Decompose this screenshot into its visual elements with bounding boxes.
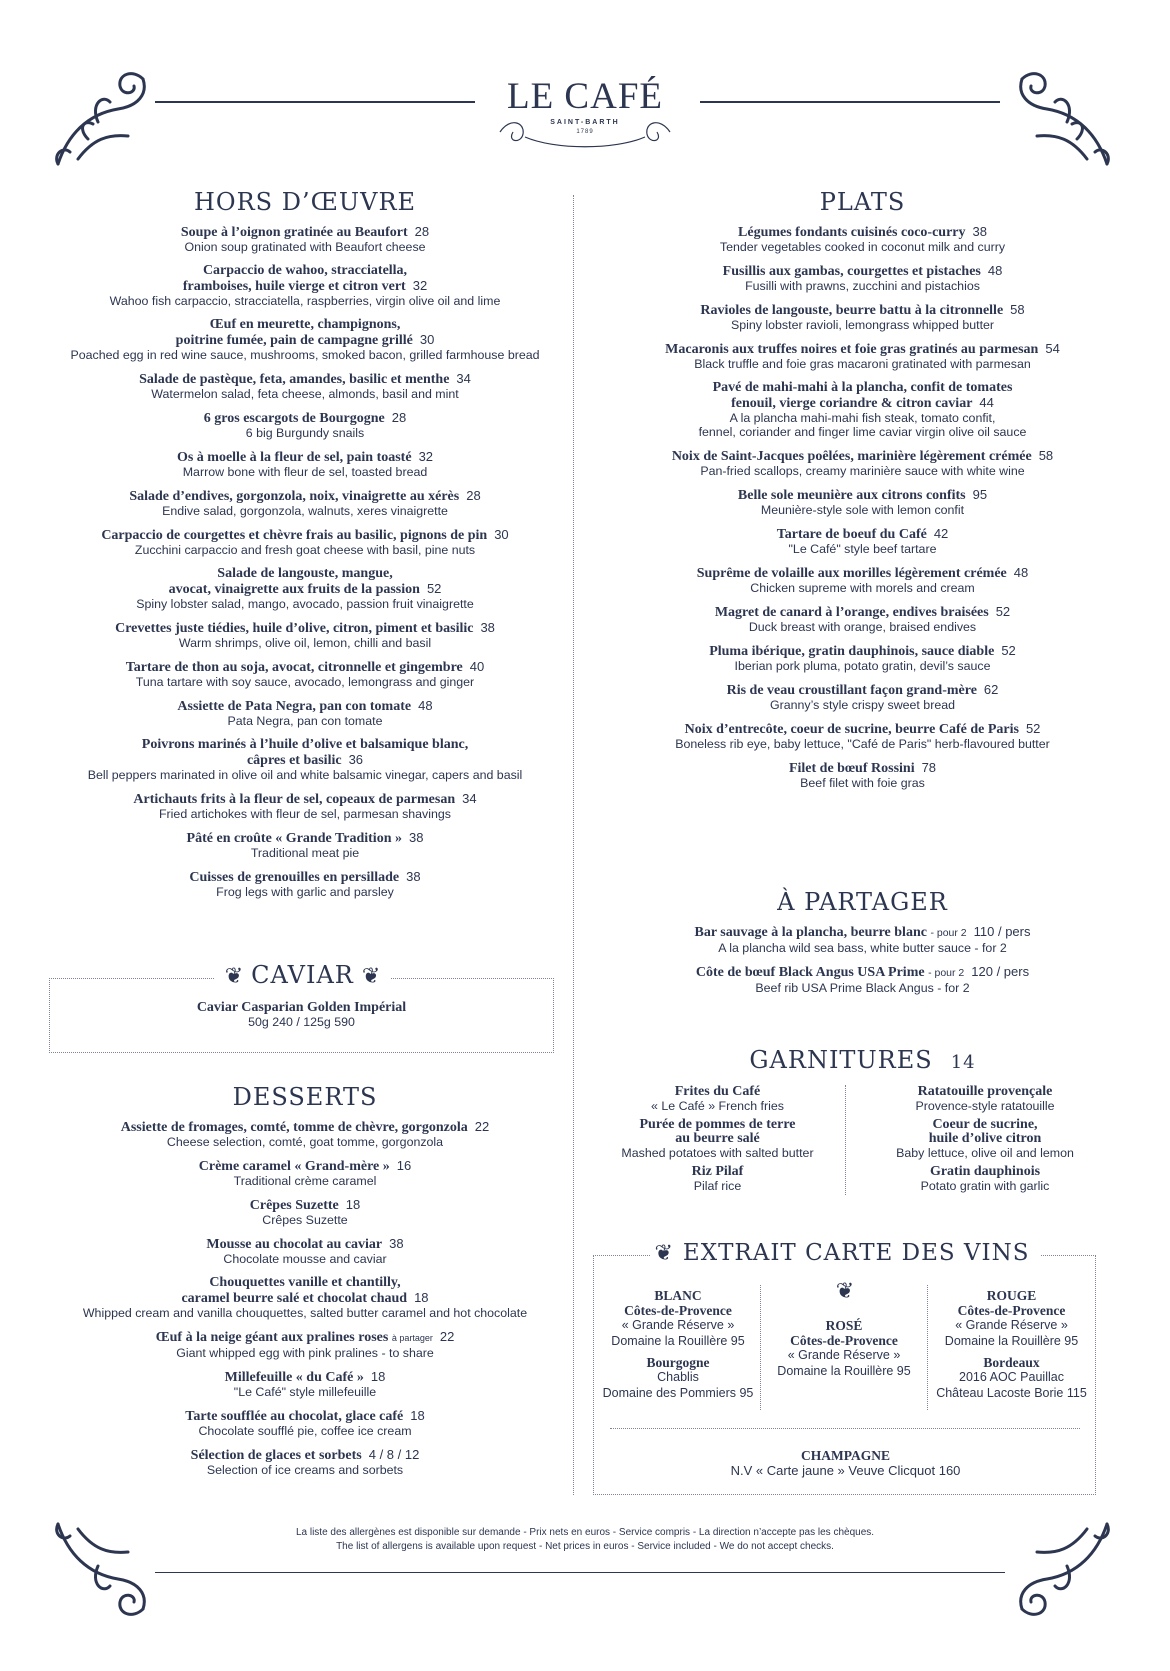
menu-item-description: Watermelon salad, feta cheese, almonds, basil and mint [151, 387, 459, 401]
menu-item-description: Zucchini carpaccio and fresh goat cheese with basil, pine nuts [134, 543, 476, 557]
menu-item-price: 95 [972, 487, 988, 502]
menu-item-description: Whipped cream and vanilla chouquettes, salted butter caramel and hot chocolate [82, 1306, 528, 1320]
menu-item-description: Duck breast with orange, braised endives [748, 620, 977, 634]
footer-rule-left [155, 1572, 1005, 1573]
menu-item-price: 36 [348, 752, 364, 767]
menu-item-title: Magret de canard à l’orange, endives braisées [714, 605, 989, 620]
menu-item [40, 488, 570, 518]
menu-item-name [590, 760, 1135, 776]
menu-item-title: Œuf à la neige géant aux pralines roses [155, 1330, 389, 1345]
flourish-ornament-top-right [1005, 64, 1117, 176]
menu-item [40, 1158, 570, 1188]
menu-item-name [40, 791, 570, 807]
menu-item-title: Bar sauvage à la plancha, beurre blanc [694, 925, 927, 940]
menu-item-title: Salade de langouste, mangue, avocat, vinaigrette aux fruits de la passion [168, 566, 420, 597]
wine-rouge-b-sub: 2016 AOC Pauillac [959, 1370, 1064, 1384]
menu-item [40, 527, 570, 557]
menu-item-description: Traditional meat pie [250, 846, 360, 860]
menu-item-description: Tuna tartare with soy sauce, avocado, lemongrass and ginger [135, 675, 475, 689]
side-dish-name: Purée de pommes de terre au beurre salé [639, 1117, 796, 1146]
menu-item [590, 760, 1135, 790]
menu-item-title: Carpaccio de courgettes et chèvre frais au basilic, pignons de pin [101, 528, 488, 543]
menu-item-name [40, 488, 570, 504]
menu-item-title: Assiette de Pata Negra, pan con tomate [177, 699, 412, 714]
menu-item-note: à partager [391, 1333, 433, 1343]
menu-item-price: 48 [987, 263, 1003, 278]
wine-rose-head: ROSÉ [825, 1318, 863, 1333]
menu-item-description: Spiny lobster salad, mango, avocado, passion fruit vinaigrette [136, 597, 474, 611]
hors-doeuvre-list [40, 224, 570, 899]
menu-item-price: 22 [439, 1329, 455, 1344]
menu-item [40, 1369, 570, 1399]
menu-item-price: 18 [414, 1290, 429, 1305]
menu-item-description: Fusilli with prawns, zucchini and pistachios [745, 279, 980, 293]
menu-item-name [40, 659, 570, 675]
menu-item-description: Beef filet with foie gras [800, 776, 925, 790]
menu-item-name [40, 620, 570, 636]
menu-item-description: Iberian pork pluma, potato gratin, devil’s sauce [734, 659, 991, 673]
menu-item-name [40, 317, 570, 348]
wine-rose-a-title: Côtes-de-Provence [790, 1333, 898, 1348]
wine-rouge-b-title: Bordeaux [983, 1355, 1040, 1370]
menu-item-title: Fusillis aux gambas, courgettes et pistaches [722, 264, 981, 279]
menu-item-portion: - pour 2 [930, 927, 967, 939]
wine-rouge-a-sub: « Grande Réserve » [955, 1318, 1068, 1332]
menu-item-name [40, 566, 570, 597]
menu-item [40, 371, 570, 401]
menu-item-name [40, 1408, 570, 1424]
menu-item-price: 54 [1045, 341, 1060, 356]
menu-item-title: Ravioles de langouste, beurre battu à la citronnelle [700, 303, 1004, 318]
menu-item [40, 566, 570, 611]
menu-item [40, 737, 570, 782]
menu-item [40, 1329, 570, 1360]
menu-item-title: Suprême de volaille aux morilles légèrement crémée [696, 566, 1007, 581]
menu-item-name [590, 604, 1135, 620]
side-dish-description: « Le Café » French fries [651, 1099, 784, 1113]
menu-item-price: 18 [410, 1408, 425, 1423]
plats-section [590, 188, 1135, 799]
menu-item-title: Chouquettes vanille et chantilly, caramel beurre salé et chocolat chaud [181, 1275, 408, 1306]
menu-item-title: Os à moelle à la fleur de sel, pain toasté [176, 450, 412, 465]
menu-item [40, 449, 570, 479]
menu-item-title: Tartare de thon au soja, avocat, citronnelle et gingembre [125, 660, 463, 675]
menu-item-name [40, 527, 570, 543]
side-dish-description: Potato gratin with garlic [920, 1179, 1050, 1193]
menu-item-description: Tender vegetables cooked in coconut milk and curry [719, 240, 1006, 254]
menu-item [590, 380, 1135, 439]
menu-item-title: Mousse au chocolat au caviar [206, 1237, 383, 1252]
menu-item-title: Belle sole meunière aux citrons confits [737, 488, 966, 503]
menu-item [40, 830, 570, 860]
menu-item-price: 18 [345, 1197, 361, 1212]
caviar-title-wrap [215, 960, 390, 994]
menu-item-price: 62 [983, 682, 999, 697]
menu-item-description: "Le Café" style millefeuille [233, 1385, 377, 1399]
menu-item [40, 263, 570, 308]
menu-item-description: "Le Café" style beef tartare [788, 542, 937, 556]
menu-item-description: Traditional crème caramel [233, 1174, 377, 1188]
side-dish-item [600, 1085, 835, 1113]
caviar-item-price: 50g 240 / 125g 590 [248, 1015, 355, 1029]
plats-list [590, 224, 1135, 790]
side-dish-name: Gratin dauphinois [929, 1164, 1041, 1179]
menu-item-title: Tartare de boeuf du Café [776, 527, 927, 542]
garnitures-left [600, 1085, 835, 1198]
menu-item-description: Spiny lobster ravioli, lemongrass whipped butter [730, 318, 995, 332]
menu-item-name [40, 1329, 570, 1346]
menu-item-name [590, 565, 1135, 581]
menu-item-name [40, 1158, 570, 1174]
wine-blanc-a-title: Côtes-de-Provence [624, 1303, 732, 1318]
menu-item [590, 682, 1135, 712]
menu-item-title: Ris de veau croustillant façon grand-mère [726, 683, 977, 698]
wine-blanc-a-sub: « Grande Réserve » [621, 1318, 735, 1332]
menu-item-price: 40 [469, 659, 485, 674]
menu-item-description: Pan-fried scallops, creamy marinière sauce with white wine [700, 464, 1025, 478]
menu-item-title: Poivrons marinés à l’huile d’olive et balsamique blanc, câpres et basilic [141, 737, 469, 768]
footer-note-en: The list of allergens is available upon request - Net prices in euros - Service included - We do not accept checks. [336, 1541, 834, 1552]
menu-item-price: 18 [370, 1369, 386, 1384]
menu-item-price: 28 [391, 410, 407, 425]
menu-item-description: Marrow bone with fleur de sel, toasted bread [182, 465, 428, 479]
menu-item-title: Salade de pastèque, feta, amandes, basilic et menthe [139, 372, 450, 387]
flourish-icon: ❦ [835, 1279, 855, 1304]
menu-item [40, 224, 570, 254]
menu-item-title: Pâté en croûte « Grande Tradition » [186, 831, 402, 846]
menu-item-name [40, 869, 570, 885]
menu-item-description: Warm shrimps, olive oil, lemon, chilli and basil [178, 636, 432, 650]
menu-item-description: Onion soup gratinated with Beaufort cheese [184, 240, 426, 254]
menu-item-price: 38 [389, 1236, 404, 1251]
wine-blanc-a-line: Domaine la Rouillère 95 [611, 1333, 745, 1348]
menu-item-description: Wahoo fish carpaccio, stracciatella, raspberries, virgin olive oil and lime [109, 294, 501, 308]
menu-item-price: 78 [921, 760, 937, 775]
menu-item-description: Black truffle and foie gras macaroni gratinated with parmesan [694, 357, 1031, 371]
menu-item-title: Sélection de glaces et sorbets [190, 1448, 362, 1463]
menu-item [40, 1236, 570, 1266]
menu-item-name [40, 1197, 570, 1213]
menu-item-price: 32 [412, 278, 428, 293]
caviar-item [49, 1000, 554, 1029]
menu-item [590, 487, 1135, 517]
menu-item-name [40, 1236, 570, 1252]
logo-title: LE CAFÉ [506, 76, 664, 117]
side-dish-item [855, 1165, 1115, 1193]
wine-blanc-head: BLANC [654, 1288, 702, 1303]
menu-item [590, 526, 1135, 556]
caviar-item-name: Caviar Casparian Golden Impérial [196, 1000, 407, 1015]
menu-item [590, 341, 1135, 371]
logo-year: 1789 [576, 129, 594, 135]
menu-item [40, 1197, 570, 1227]
wine-blanc [598, 1288, 758, 1401]
menu-item [40, 317, 570, 362]
menu-item [40, 698, 570, 728]
menu-item-price: 58 [1038, 448, 1054, 463]
menu-item-name [590, 643, 1135, 659]
menu-item-title: Côte de bœuf Black Angus USA Prime [695, 965, 925, 980]
menu-item-description: Pata Negra, pan con tomate [227, 714, 383, 728]
menu-item-name [590, 487, 1135, 503]
side-dish-description: Pilaf rice [693, 1179, 742, 1193]
menu-item [590, 604, 1135, 634]
menu-item-description: Endive salad, gorgonzola, walnuts, xeres vinaigrette [162, 504, 448, 518]
menu-item-name [590, 224, 1135, 240]
menu-item-price: 52 [426, 581, 442, 596]
menu-item [590, 721, 1135, 751]
wine-rose-a-line: Domaine la Rouillère 95 [777, 1363, 911, 1378]
menu-item [40, 1275, 570, 1320]
menu-item-name [590, 964, 1135, 981]
column-divider [573, 195, 574, 1495]
header-rule-right [700, 101, 1000, 103]
menu-item-price: 52 [995, 604, 1011, 619]
menu-item-description: Meunière-style sole with lemon confit [760, 503, 965, 517]
menu-item-name [590, 924, 1135, 941]
menu-item [590, 448, 1135, 478]
menu-item-price: 32 [418, 449, 434, 464]
menu-item [40, 1119, 570, 1149]
side-dish-item [855, 1085, 1115, 1113]
flourish-ornament-top-left [48, 64, 160, 176]
side-dish-description: Baby lettuce, olive oil and lemon [896, 1146, 1074, 1160]
section-title-wines: EXTRAIT CARTE DES VINS [682, 1240, 1030, 1266]
desserts-list [40, 1119, 570, 1477]
menu-item-description: Beef rib USA Prime Black Angus - for 2 [755, 981, 970, 995]
flourish-ornament-bottom-right [1005, 1512, 1117, 1624]
menu-item [590, 924, 1135, 955]
menu-item-title: 6 gros escargots de Bourgogne [203, 411, 385, 426]
wine-champagne [598, 1448, 1093, 1479]
logo-subtitle: SAINT-BARTH [550, 119, 620, 126]
garnitures-price: 14 [950, 1052, 976, 1073]
menu-item [40, 410, 570, 440]
logo-flourish [495, 112, 675, 152]
section-title-plats: PLATS [819, 188, 906, 216]
menu-item-description: Crêpes Suzette [262, 1213, 348, 1227]
menu-item-price: 28 [414, 224, 430, 239]
menu-item-description: Giant whipped egg with pink pralines - to share [176, 1346, 434, 1360]
menu-item-description: Bell peppers marinated in olive oil and white balsamic vinegar, capers and basil [87, 768, 523, 782]
wine-rose [762, 1318, 926, 1379]
menu-item-price: 28 [466, 488, 481, 503]
section-title-garnitures: GARNITURES [749, 1046, 933, 1074]
wine-divider-2 [927, 1285, 928, 1410]
menu-item-description: Fried artichokes with fleur de sel, parmesan shavings [158, 807, 451, 821]
menu-item-name [590, 380, 1135, 411]
menu-item-price: 48 [1013, 565, 1029, 580]
wine-blanc-b-sub: Chablis [657, 1370, 699, 1384]
menu-item-name [40, 1369, 570, 1385]
menu-item-name [40, 371, 570, 387]
side-dish-item [855, 1118, 1115, 1160]
menu-item-name [40, 449, 570, 465]
menu-item-title: Crevettes juste tiédies, huile d’olive, citron, piment et basilic [115, 621, 474, 636]
menu-item-name [40, 698, 570, 714]
section-title-caviar: CAVIAR [251, 961, 354, 989]
menu-item-price: 52 [1001, 643, 1016, 658]
menu-item [40, 1447, 570, 1477]
wine-rouge-head: ROUGE [986, 1288, 1037, 1303]
menu-item-title: Tarte soufflée au chocolat, glace café [185, 1409, 404, 1424]
menu-item-title: Millefeuille « du Café » [224, 1370, 364, 1385]
menu-item-price: 4 / 8 / 12 [368, 1447, 420, 1462]
menu-item-price: 34 [462, 791, 477, 806]
menu-item-price: 34 [456, 371, 471, 386]
menu-item-title: Légumes fondants cuisinés coco-curry [738, 225, 966, 240]
header-rule-left [155, 101, 475, 103]
section-title-hors-doeuvre: HORS D’ŒUVRE [193, 188, 417, 216]
menu-item-price: 38 [408, 830, 424, 845]
menu-item-title: Assiette de fromages, comté, tomme de chèvre, gorgonzola [120, 1120, 468, 1135]
menu-item-name [40, 1119, 570, 1135]
menu-item-title: Crème caramel « Grand-mère » [198, 1159, 390, 1174]
menu-item-price: 44 [979, 395, 994, 410]
menu-item-price: 30 [494, 527, 509, 542]
section-title-desserts: DESSERTS [232, 1083, 378, 1111]
menu-item-portion: - pour 2 [928, 967, 965, 979]
menu-item-title: Macaronis aux truffes noires et foie gras gratinés au parmesan [665, 342, 1039, 357]
menu-item-price: 38 [972, 224, 987, 239]
menu-item-name [590, 263, 1135, 279]
menu-item [40, 791, 570, 821]
menu-item-price: 52 [1025, 721, 1041, 736]
menu-item [590, 263, 1135, 293]
menu-item-title: Soupe à l’oignon gratinée au Beaufort [180, 225, 408, 240]
menu-item-name [40, 224, 570, 240]
side-dish-name: Frites du Café [674, 1084, 761, 1099]
menu-item-description: Chicken supreme with morels and cream [750, 581, 975, 595]
menu-item [590, 964, 1135, 995]
menu-item-description: Poached egg in red wine sauce, mushrooms, smoked bacon, grilled farmhouse bread [70, 348, 540, 362]
wine-rouge-a-title: Côtes-de-Provence [957, 1303, 1066, 1318]
menu-item-name [40, 830, 570, 846]
menu-item-title: Carpaccio de wahoo, stracciatella, framboises, huile vierge et citron vert [182, 263, 408, 294]
garnitures-right [855, 1085, 1115, 1198]
side-dish-description: Mashed potatoes with salted butter [621, 1146, 814, 1160]
desserts-section [40, 1083, 570, 1486]
wine-blanc-b-title: Bourgogne [646, 1355, 710, 1370]
side-dish-item [600, 1118, 835, 1160]
menu-item-price: 38 [480, 620, 495, 635]
partager-section [590, 888, 1135, 1004]
section-title-partager: À PARTAGER [777, 888, 948, 916]
menu-item-description: Frog legs with garlic and parsley [216, 885, 394, 899]
garnitures-title-row [590, 1046, 1135, 1077]
menu-item-title: Pluma ibérique, gratin dauphinois, sauce diable [709, 644, 995, 659]
footer-note-fr: La liste des allergènes est disponible sur demande - Prix nets en euros - Service compris - La direction n’accepte pas les chèques. [295, 1527, 875, 1538]
menu-item-price: 58 [1010, 302, 1025, 317]
menu-item-name [40, 1275, 570, 1306]
menu-item [40, 869, 570, 899]
partager-list [590, 924, 1135, 995]
menu-item [40, 1408, 570, 1438]
wine-rouge-a-line: Domaine la Rouillère 95 [944, 1333, 1079, 1348]
menu-item-name [40, 737, 570, 768]
menu-item-title: Artichauts frits à la fleur de sel, copeaux de parmesan [133, 792, 456, 807]
wine-champagne-line: N.V « Carte jaune » Veuve Clicquot 160 [730, 1463, 961, 1478]
flourish-icon: ❦ [224, 964, 244, 989]
wine-divider-1 [760, 1285, 761, 1410]
wine-rose-a-sub: « Grande Réserve » [787, 1348, 901, 1362]
side-dish-name: Ratatouille provençale [917, 1084, 1053, 1099]
menu-item-title: Noix de Saint-Jacques poêlées, marinière légèrement crémée [671, 449, 1032, 464]
menu-item-title: Cuisses de grenouilles en persillade [189, 870, 400, 885]
menu-item [590, 224, 1135, 254]
menu-item-title: Crêpes Suzette [249, 1198, 339, 1213]
menu-item-price: 48 [418, 698, 433, 713]
menu-item-description: 6 big Burgundy snails [245, 426, 365, 440]
menu-item-title: Pavé de mahi-mahi à la plancha, confit de tomates fenouil, vierge coriandre & citron caviar [712, 380, 1013, 411]
menu-item-name [40, 1447, 570, 1463]
menu-item-name [590, 302, 1135, 318]
menu-item-description: A la plancha wild sea bass, white butter sauce - for 2 [718, 941, 1007, 955]
menu-item-title: Salade d’endives, gorgonzola, noix, vinaigrette au xérès [129, 489, 460, 504]
flourish-ornament-bottom-left [48, 1512, 160, 1624]
menu-item-name [40, 263, 570, 294]
side-dish-description: Provence-style ratatouille [915, 1099, 1055, 1113]
flourish-icon: ❦ [361, 964, 381, 989]
menu-item-name [590, 341, 1135, 357]
menu-item-price: 120 / pers [971, 964, 1030, 979]
side-dish-name: Coeur de sucrine, huile d’olive citron [928, 1117, 1042, 1146]
side-dish-name: Riz Pilaf [691, 1164, 744, 1179]
menu-item-description: Chocolate mousse and caviar [223, 1252, 387, 1266]
menu-item-name [590, 721, 1135, 737]
menu-item-name [40, 410, 570, 426]
menu-item [590, 302, 1135, 332]
menu-item [590, 643, 1135, 673]
menu-item-title: Noix d’entrecôte, coeur de sucrine, beurre Café de Paris [684, 722, 1019, 737]
menu-item [40, 620, 570, 650]
menu-item-description: Cheese selection, comté, goat tomme, gorgonzola [166, 1135, 444, 1149]
menu-item [590, 565, 1135, 595]
menu-item-name [590, 448, 1135, 464]
wine-blanc-b-line: Domaine des Pommiers 95 [602, 1385, 754, 1400]
menu-item-price: 30 [419, 332, 435, 347]
menu-item-price: 38 [406, 869, 421, 884]
menu-item-price: 42 [933, 526, 949, 541]
menu-item-description: Granny’s style crispy sweet bread [769, 698, 956, 712]
flourish-icon: ❦ [654, 1241, 673, 1266]
menu-item-title: Œuf en meurette, champignons, poitrine fumée, pain de campagne grillé [175, 317, 413, 348]
wine-rouge [929, 1288, 1094, 1401]
wine-rouge-b-line: Château Lacoste Borie 115 [936, 1385, 1087, 1400]
menu-item-name [590, 682, 1135, 698]
side-dish-item [600, 1165, 835, 1193]
menu-item-title: Filet de bœuf Rossini [788, 761, 915, 776]
menu-item-price: 110 / pers [973, 924, 1031, 939]
wine-divider-horizontal [610, 1428, 1080, 1429]
hors-doeuvre-section [40, 188, 570, 908]
menu-item-price: 22 [474, 1119, 490, 1134]
menu-item-price: 16 [396, 1158, 412, 1173]
menu-item-description: Chocolate soufflé pie, coffee ice cream [198, 1424, 412, 1438]
menu-item-description: A la plancha mahi-mahi fish steak, tomato confit, fennel, coriander and finger lime caviar virgin olive oil sauce [698, 411, 1027, 439]
wine-champagne-head: CHAMPAGNE [801, 1448, 890, 1463]
garnitures-divider [845, 1085, 846, 1195]
menu-item-description: Selection of ice creams and sorbets [206, 1463, 404, 1477]
menu-item-description: Boneless rib eye, baby lettuce, "Café de Paris" herb-flavoured butter [675, 737, 1050, 751]
menu-item [40, 659, 570, 689]
menu-item-name [590, 526, 1135, 542]
